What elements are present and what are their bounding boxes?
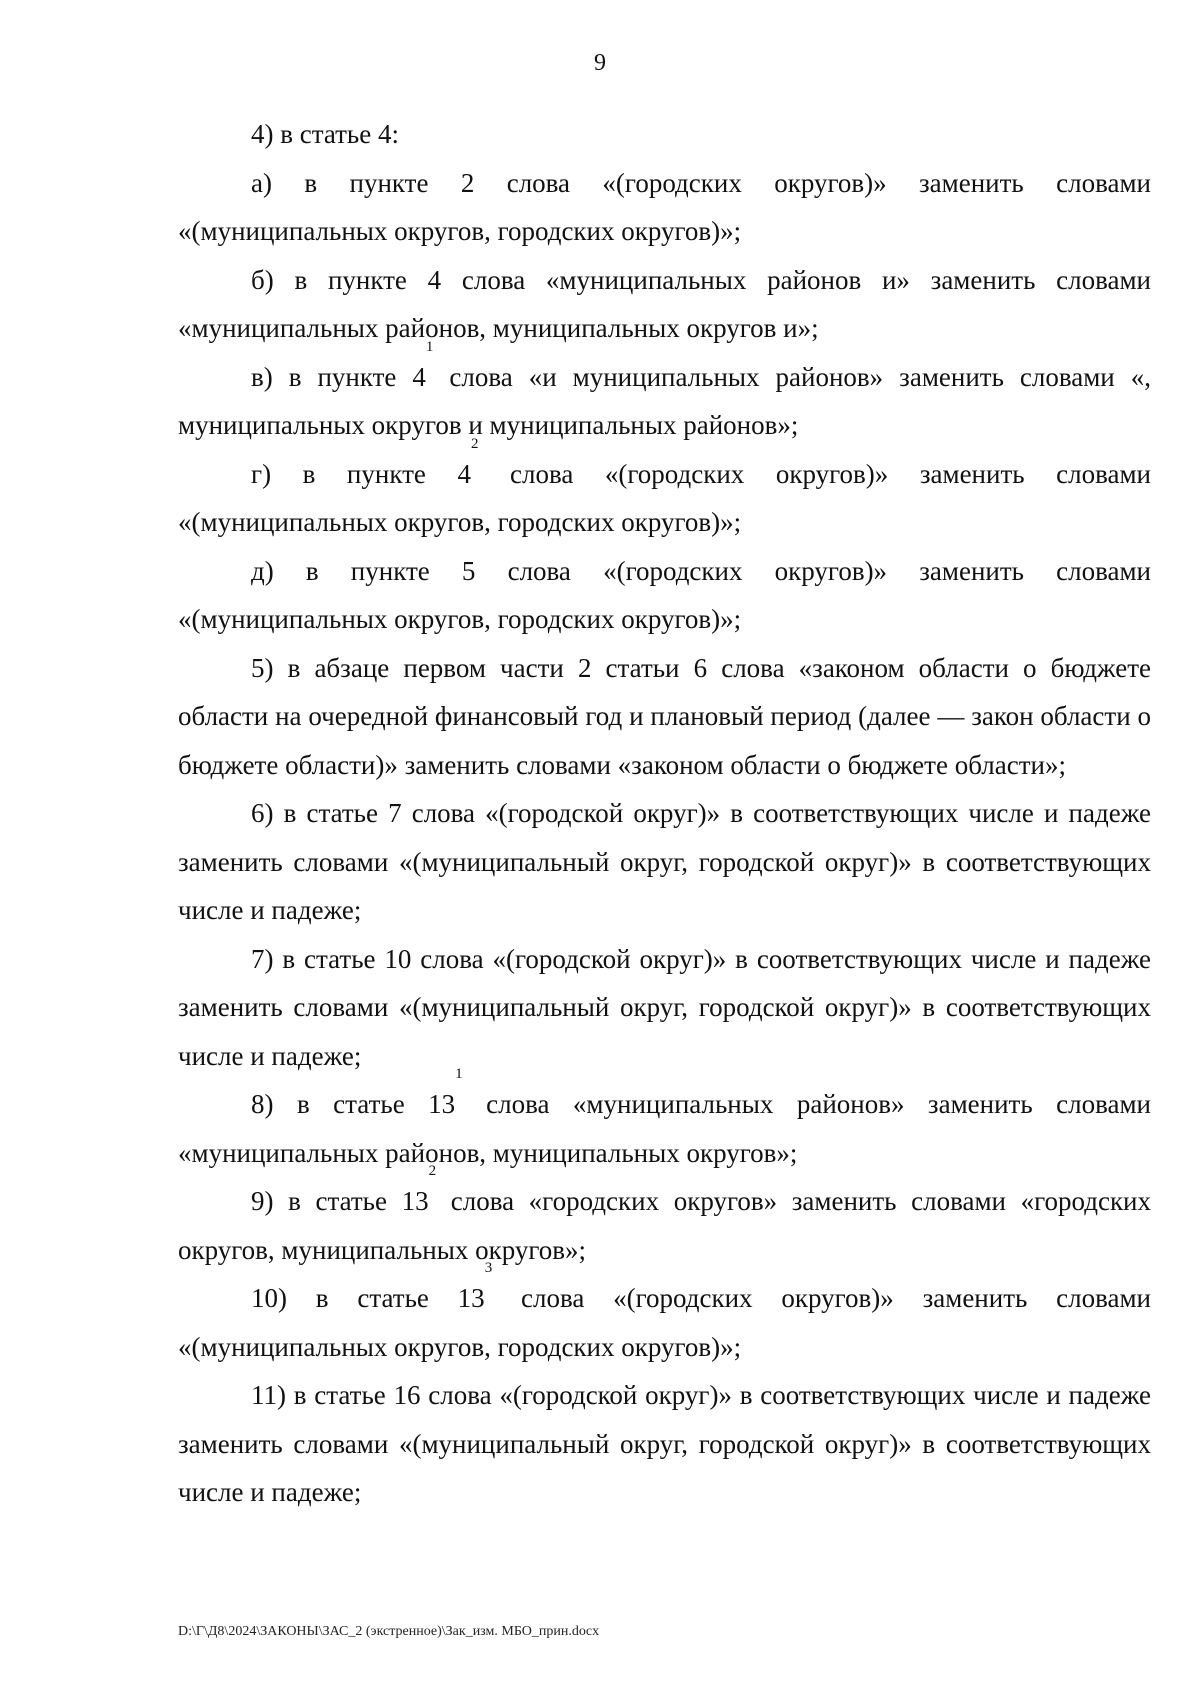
list-item: г) в пункте $4^2$ слова «(городских округов)» заменить словами «(муниципальных округов, городских округов)»; (178, 435, 1151, 537)
list-item: в) в пункте $4^1$ слова «и муниципальных районов» заменить словами «, муниципальных округов и муниципальных районов»; (178, 338, 1151, 440)
page-number: 9 (594, 50, 606, 76)
list-item: 7) в статье 10 слова «(городской округ)» в соответствующих числе и падеже заменить словами «(муниципальный округ, городской округ)» в соответствующих числе и падеже; (178, 943, 1151, 1071)
list-item: д) в пункте 5 слова «(городских округов)» заменить словами «(муниципальных округов, городских округов)»; (178, 555, 1151, 634)
list-item: 4) в статье 4: (251, 119, 399, 149)
list-item: 9) в статье $13^2$ слова «городских округов» заменить словами «городских округов, муниципальных округов»; (178, 1163, 1152, 1265)
list-item: 10) в статье $13^3$ слова «(городских округов)» заменить словами «(муниципальных округов, городских округов)»; (178, 1260, 1151, 1362)
list-item: 11) в статье 16 слова «(городской округ)» в соответствующих числе и падеже заменить словами «(муниципальный округ, городской округ)» в соответствующих числе и падеже; (178, 1380, 1151, 1507)
superscript: 1 (455, 1066, 463, 1082)
list-item: 8) в статье $13^1$ слова «муниципальных районов» заменить словами «муниципальных районов, муниципальных округов»; (178, 1066, 1152, 1168)
list-item: 6) в статье 7 слова «(городской округ)» в соответствующих числе и падеже заменить словами «(муниципальный округ, городской округ)» в соответствующих числе и падеже; (178, 798, 1151, 925)
list-item: 5) в абзаце первом части 2 статьи 6 слова «законом области о бюджете области на очередной финансовый год и плановый период (далее — закон области о бюджете области)» заменить словами «законом области о бюджете области»; (178, 652, 1151, 780)
superscript: 2 (428, 1163, 437, 1179)
file-path-footer: D:\Г\Д8\2024\ЗАКОНЫ\ЗАС_2 (экстренное)\Зак_изм. МБО_прин.docx (178, 1624, 600, 1639)
list-item: б) в пункте 4 слова «муниципальных районов и» заменить словами «муниципальных районов, муниципальных округов и»; (178, 264, 1151, 343)
list-item: а) в пункте 2 слова «(городских округов)» заменить словами «(муниципальных округов, городских округов)»; (178, 167, 1151, 246)
superscript: 1 (425, 338, 434, 355)
superscript: 2 (470, 435, 479, 452)
document-body (178, 110, 1151, 1517)
superscript: 3 (484, 1260, 493, 1276)
